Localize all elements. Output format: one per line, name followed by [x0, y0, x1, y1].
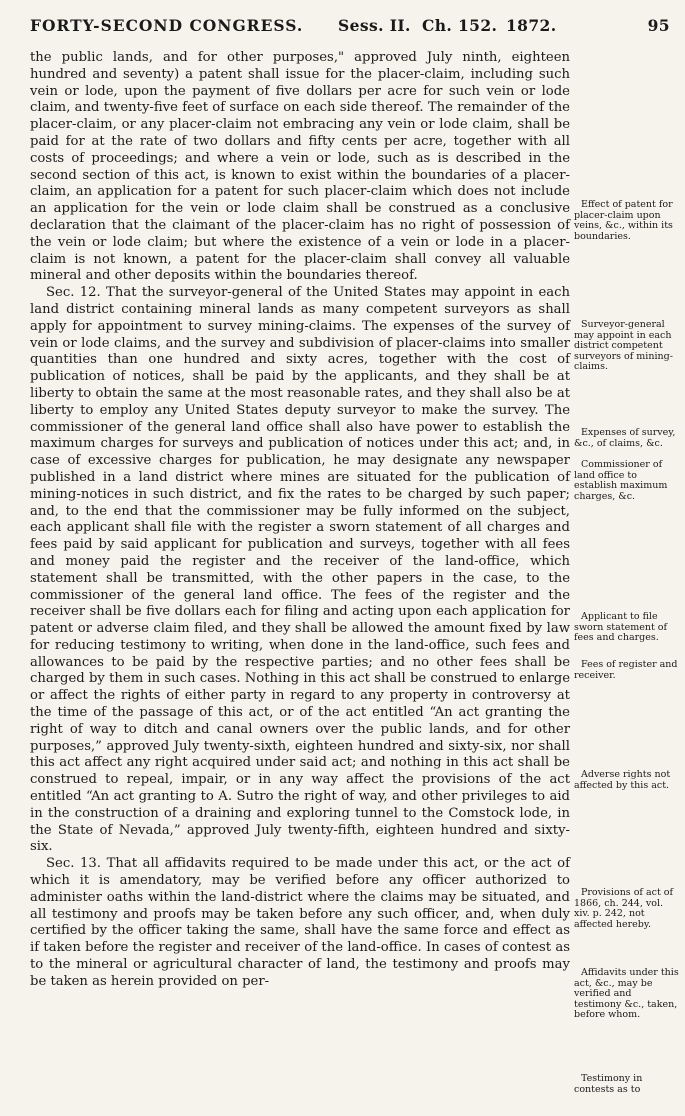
margin-note: Applicant to file sworn statement of fees and charges. [574, 611, 668, 644]
paragraph-sec-12: Sec. 12. That the surveyor-general of the United States may appoint in each land district containing mineral lands as many competent surveyors as shall apply for appointment to survey mining-claims. The expenses of the survey of vein or lode claims, and the survey and subdivision of placer-claims into smaller quantities than one hundred and sixty acres, together with the cost of publication of notices, shall be paid by the applicants, and they shall be at liberty to obtain the same at the most reasonable rates, and they shall also be at liberty to employ any United States deputy surveyor to make the survey. The commissioner of the general land office shall also have power to establish the maximum charges for surveys and publication of notices under this act; and, in case of excessive charges for publication, he may designate any newspaper published in a land district where mines are situated for the publication of mining-notices in such district, and fix the rates to be charged by such paper; and, to the end that the commissioner may be fully informed on the subject, each applicant shall file with the register a sworn statement of all charges and fees paid by said applicant for publication and surveys, together with all fees and money paid the register and the receiver of the land-office, which statement shall be transmitted, with the other papers in the case, to the commissioner of the general land office. The fees of the register and the receiver shall be five dollars each for filing and acting upon each application for patent or adverse claim filed, and they shall be allowed the amount fixed by law for reducing testimony to writing, when done in the land-office, such fees and allowances to be paid by the respective parties; and no other fees shall be charged by them in such cases. Nothing in this act shall be construed to enlarge or affect the rights of either party in regard to any property in controversy at the time of the passage of this act, or of the act entitled “An act granting the right of way to ditch and canal owners over the public lands, and for other purposes,” approved July twenty-sixth, eighteen hundred and sixty-six, nor shall this act affect any right acquired under said act; and nothing in this act shall be construed to repeal, impair, or in any way affect the provisions of the act entitled “An act granting to A. Sutro the right of way, and other privileges to aid in the construction of a draining and exploring tunnel to the Comstock lode, in the State of Nevada,” approved July twenty-fifth, eighteen hundred and sixty-six. [30, 285, 570, 855]
margin-note: Fees of register and receiver. [574, 659, 678, 681]
chapter-label: Ch. 152. [422, 16, 498, 35]
margin-note: Commissioner of land office to establish maximum charges, &c. [574, 459, 668, 502]
page-number: 95 [647, 16, 670, 35]
margin-note: Testimony in contests as to [574, 1073, 643, 1095]
margin-note: Expenses of survey, &c., of claims, &c. [574, 427, 676, 449]
paragraph-sec-11-continued: the public lands, and for other purposes," approved July ninth, eighteen hundred and seventy) a patent shall issue for the placer-claim, including such vein or lode, upon the payment of five dollars per acre for such vein or lode claim, and twenty-five feet of surface on each side thereof. The remainder of the placer-claim, or any placer-claim not embracing any vein or lode claim, shall be paid for at the rate of two dollars and fifty cents per acre, together with all costs of proceedings; and where a vein or lode, such as is described in the second section of this act, is known to exist within the boundaries of a placer-claim, an application for a patent for such placer-claim which does not include an application for the vein or lode claim shall be construed as a conclusive declaration that the claimant of the placer-claim has no right of possession of the vein or lode claim; but where the existence of a vein or lode in a placer-claim is not known, a patent for the placer-claim shall convey all valuable mineral and other deposits within the boundaries thereof. [30, 50, 570, 284]
paragraph-sec-13: Sec. 13. That all affidavits required to be made under this act, or the act of which it is amendatory, may be verified before any officer authorized to administer oaths within the land-district where the claims may be situated, and all testimony and proofs may be taken before any such officer, and, when duly certified by the officer taking the same, shall have the same force and effect as if taken before the register and receiver of the land-office. In cases of contest as to the mineral or agricultural character of land, the testimony and proofs may be taken as herein provided on per- [30, 856, 570, 989]
session-label: Sess. II. [338, 16, 411, 35]
margin-note: Adverse rights not affected by this act. [574, 769, 671, 791]
margin-note: Effect of patent for placer-claim upon veins, &c., within its boundaries. [574, 199, 673, 242]
margin-note: Affidavits under this act, &c., may be verified and testimony &c., taken, before whom. [574, 967, 679, 1021]
year-label: 1872. [506, 16, 557, 35]
margin-note: Provisions of act of 1866, ch. 244, vol. xiv. p. 242, not affected hereby. [574, 887, 674, 930]
margin-note: Surveyor-general may appoint in each district competent surveyors of mining-claims. [574, 319, 673, 373]
congress-title: FORTY-SECOND CONGRESS. [30, 16, 304, 35]
statute-text [30, 50, 570, 991]
running-header [30, 16, 670, 38]
